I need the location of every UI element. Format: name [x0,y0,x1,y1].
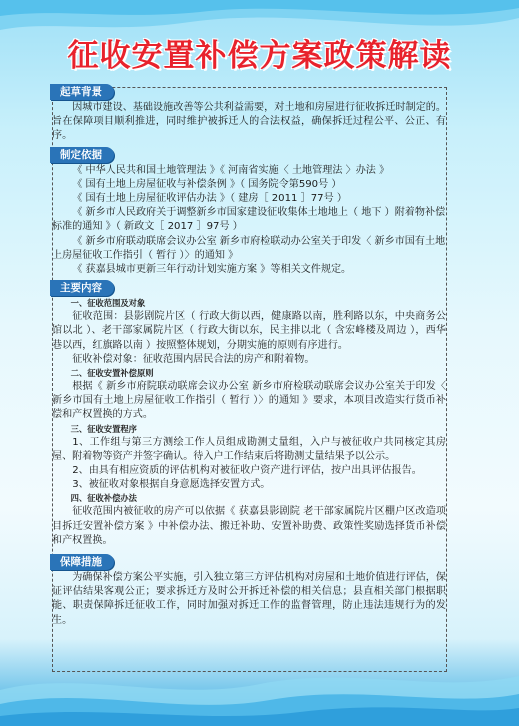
procedure-step: 2、由具有相应资质的评估机构对被征收户资产进行评估，按户出具评估报告。 [72,465,422,477]
basis-list [48,164,452,278]
section-guarantee [48,554,452,628]
section-background [48,84,452,144]
page-title: 征收安置补偿方案政策解读 [67,38,452,74]
method-text: 征收范围内被征收的房产可以依据《 获嘉县影剧院 老干部家属院片区棚户区改造项目拆迁安置补偿方案 》中补偿办法、搬迁补助、安置补助费、政策性奖励选择货币补偿和产权置换。 [52,506,446,546]
background-text: 因城市建设、基础设施改善等公共利益需要，对土地和房屋进行征收拆迁时制定的。旨在保障项目顺利推进，同时维护被拆迁人的合法权益，确保拆迁过程公平、公正、有序。 [52,102,446,142]
section-basis [48,147,452,278]
section-label-background: 起草背景 [50,84,114,100]
subheading-principle: 二、征收安置补偿原则 [70,368,154,379]
basis-item: 《 国有土地上房屋征收与补偿条例 》（ 国务院令第590号 ） [72,178,342,190]
basis-item: 《 获嘉县城市更新三年行动计划实施方案 》等相关文件规定。 [72,264,352,276]
section-label-main: 主要内容 [50,280,114,296]
section-label-guarantee: 保障措施 [50,554,114,570]
section-main [48,280,452,548]
scope-text: 征收范围：县影剧院片区（ 行政大街以西，健康路以南，胜利路以东，中央商务公馆以北 ）、老干部家属院片区（ 行政大街以东，民主排以北（ 含宏峰楼及周边 ），西华巷以西，红旗路以南 ）按照整体规划，分期实施的原则有序进行。 [52,311,446,351]
section-label-basis: 制定依据 [50,147,114,163]
subheading-scope: 一、征收范围及对象 [70,298,146,309]
basis-item: 《 新乡市府联动联席会议办公室 新乡市府检联动办公室关于印发〈 新乡市国有土地上房屋征收工作指引（ 暂行 ）〉的通知 》 [52,235,446,261]
guarantee-text: 为确保补偿方案公平实施，引入独立第三方评估机构对房屋和土地价值进行评估，保证评估结果客观公正；要求拆迁方及时公开拆迁补偿的相关信息；县直相关部门根据职能、职责保障拆迁征收工作，同时加强对拆迁工作的监督管理，防止违法违规行为的发生。 [52,572,446,626]
subheading-procedure: 三、征收安置程序 [70,423,137,434]
content-body [48,84,452,628]
subheading-method: 四、征收补偿办法 [70,493,137,504]
basis-item: 《 中华人民共和国土地管理法 》《 河南省实施〈 土地管理法 〉办法 》 [72,164,390,176]
object-text: 征收补偿对象：征收范围内居民合法的房产和附着物。 [72,353,315,365]
procedure-step: 1、工作组与第三方测绘工作人员组成勘测丈量组，入户与被征收户共同核定其房屋、附着物等资产并签字确认。待入户工作结束后将勘测丈量结果予以公示。 [52,436,446,462]
principle-text: 根据《 新乡市府院联动联席会议办公室 新乡市府检联动联席会议办公室关于印发〈 新乡市国有土地上房屋征收工作指引（ 暂行 ）〉的通知 》要求，本项目改造实行货币补偿和产权置换的方式。 [52,381,446,421]
basis-item: 《 新乡市人民政府关于调整新乡市国家建设征收集体土地地上（ 地下 ）附着物补偿标准的通知 》（ 新政文［ 2017 ］97号 ） [52,207,446,233]
procedure-step: 3、被征收对象根据自身意愿选择安置方式。 [72,479,271,491]
basis-item: 《 国有土地上房屋征收评估办法 》（ 建房［ 2011 ］77号 ） [72,193,347,205]
bottom-wave-decoration [0,650,519,726]
